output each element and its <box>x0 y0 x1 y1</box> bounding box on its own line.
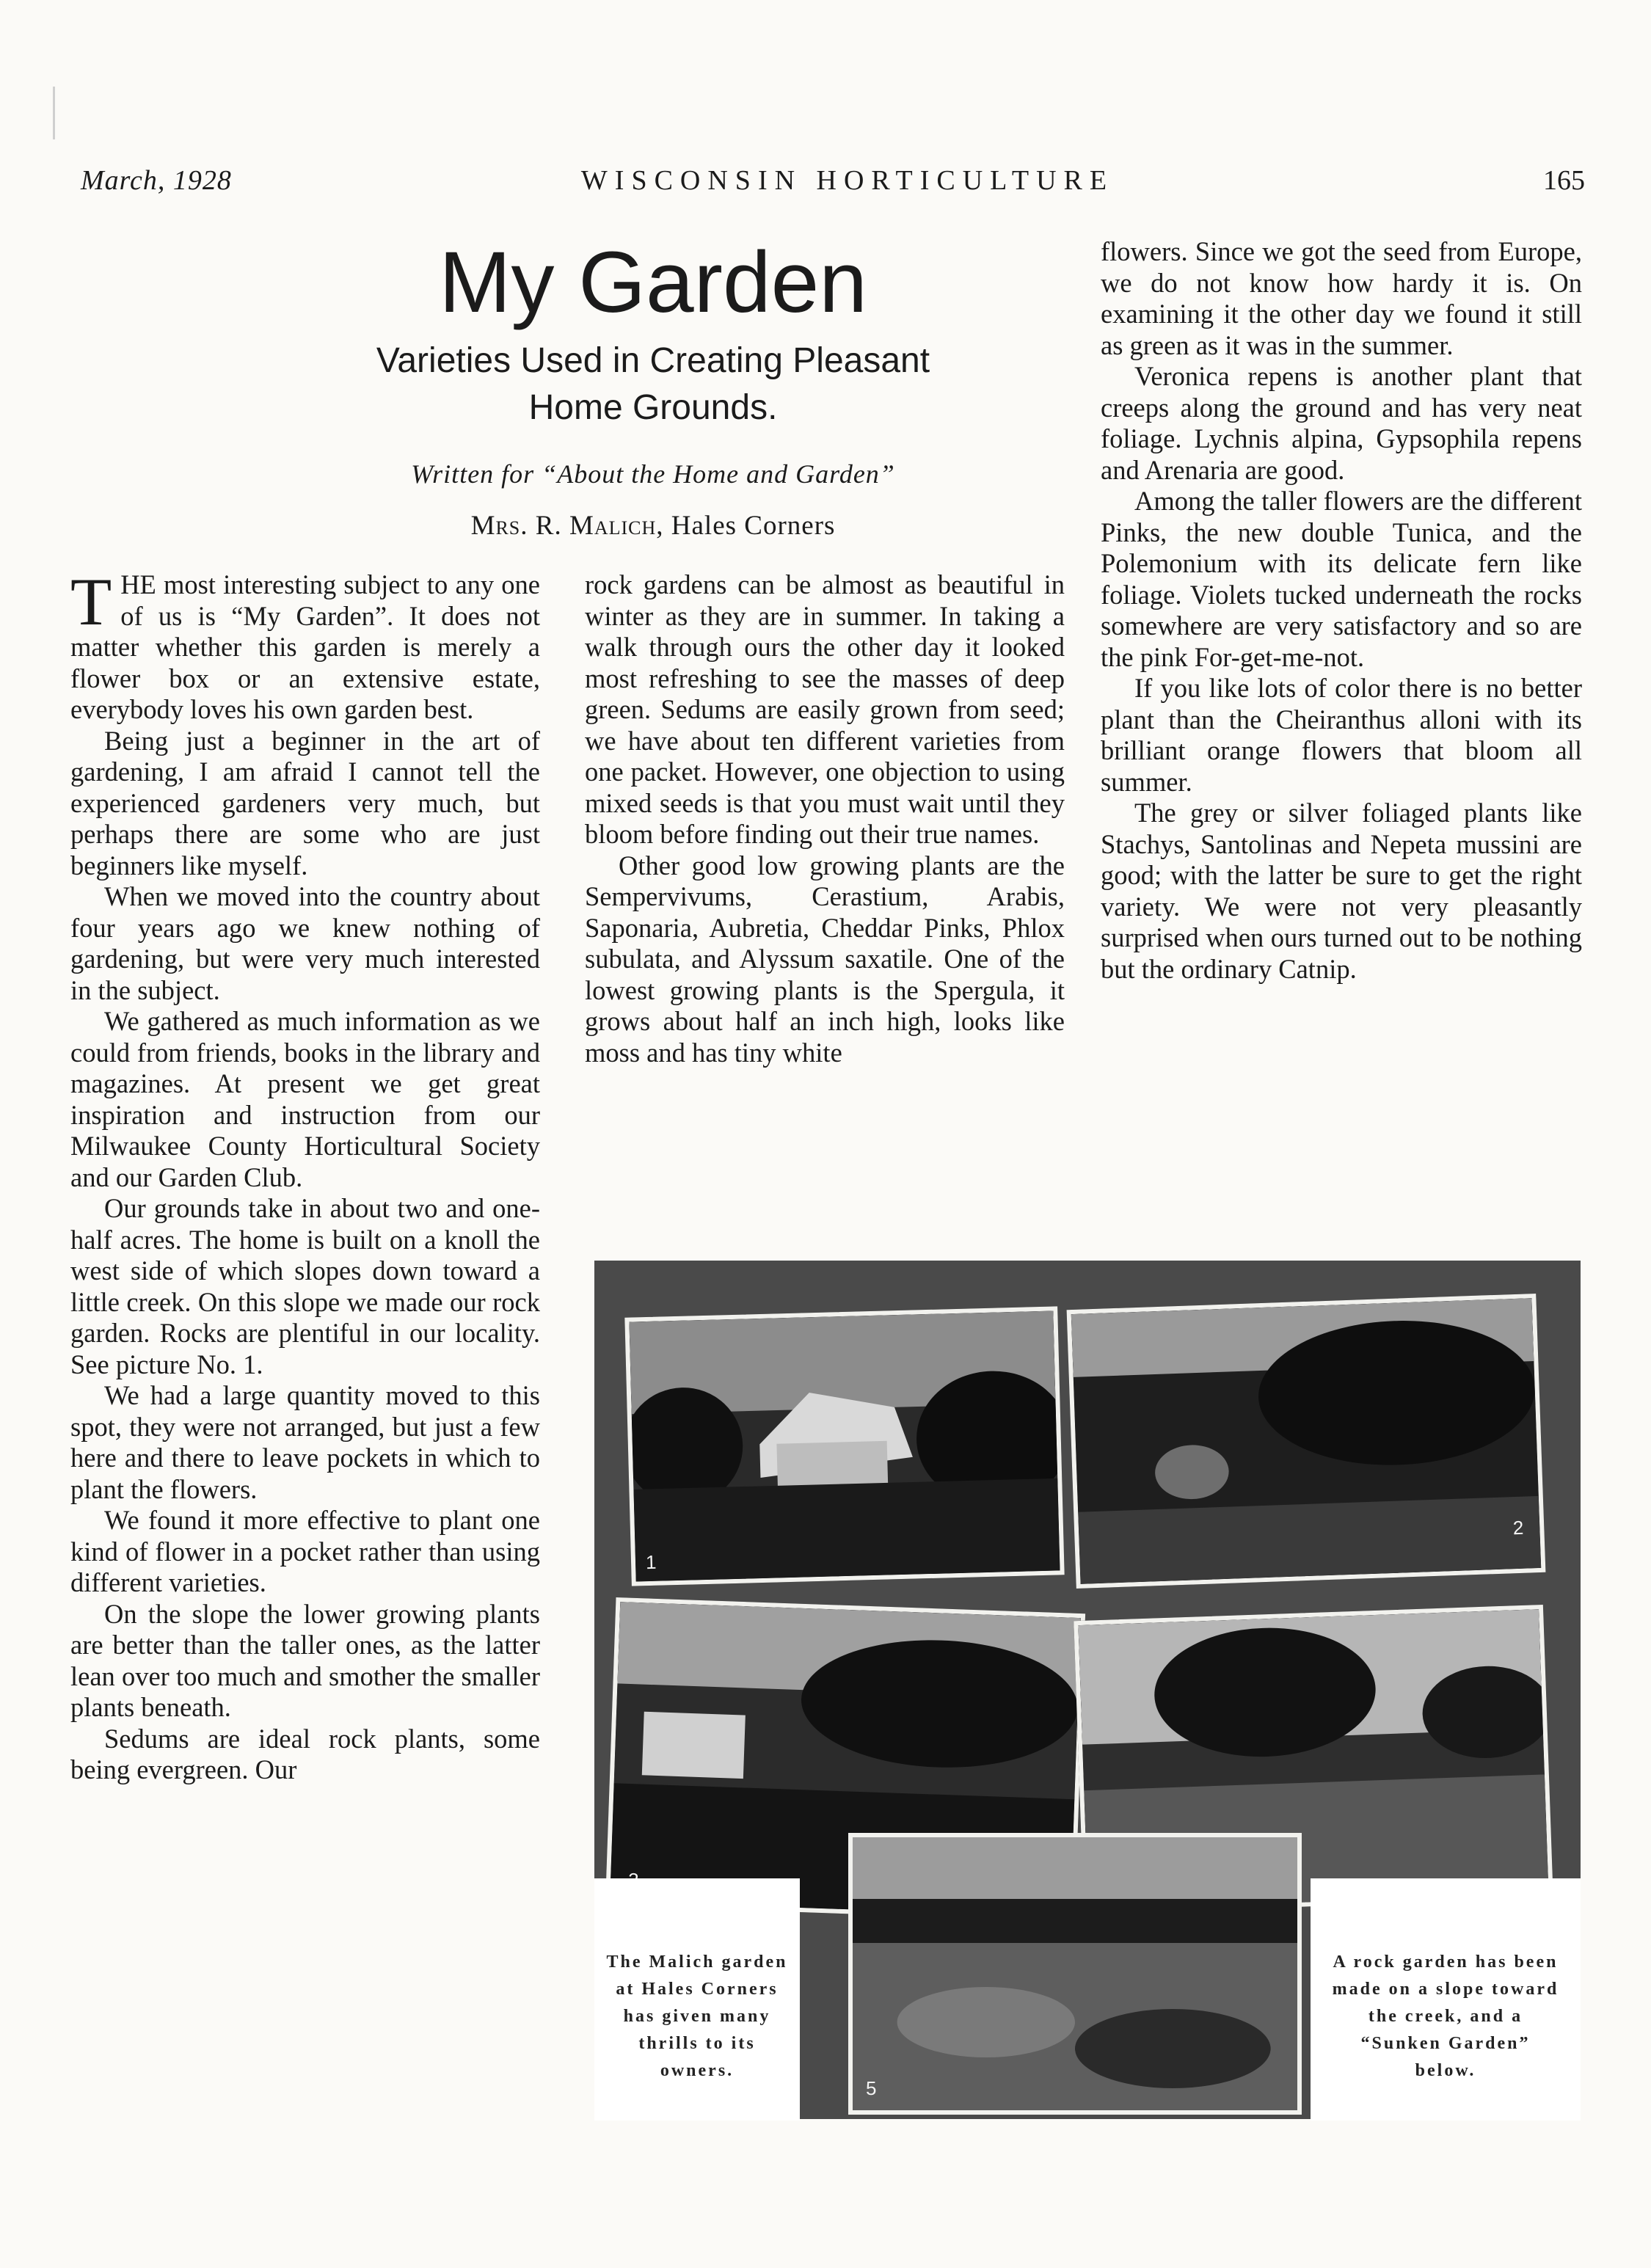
running-header <box>81 164 1585 208</box>
photo-house-on-knoll <box>624 1306 1064 1586</box>
page-number: 165 <box>1543 165 1585 196</box>
paragraph: Our grounds take in about two and one-half acres. The home is built on a knoll the west side of which slopes down toward a little creek. On this slope we made our rock garden. Rocks are plentiful in our locality. See picture No. 1. <box>70 1193 540 1379</box>
paragraph: When we moved into the country about four years ago we knew nothing of gardening, but were very much interested in the subject. <box>70 881 540 1005</box>
article-subtitle <box>220 338 1086 431</box>
paragraph: Being just a beginner in the art of gardening, I am afraid I cannot tell the experienced gardeners very much, but perhaps there are some who are just beginners like myself. <box>70 725 540 880</box>
photo-caption-right: A rock garden has been made on a slope toward the creek, and a “Sunken Garden” below. <box>1311 1878 1581 2121</box>
photo-number-1: 1 <box>645 1550 657 1574</box>
photo-number-2: 2 <box>1512 1516 1524 1539</box>
text-column-2 <box>585 569 1065 1068</box>
drop-cap: T <box>70 564 112 639</box>
photo-sunken-garden <box>848 1833 1302 2115</box>
article-title: My Garden <box>439 234 867 331</box>
text-column-3 <box>1101 236 1582 985</box>
subtitle-line-2: Home Grounds. <box>528 388 778 427</box>
paragraph <box>70 564 540 726</box>
paragraph: Among the taller flowers are the different Pinks, the new double Tunica, and the Polemonium with its delicate fern like foliage. Violets tucked underneath the rocks somewhere are very satisfactory and so are the pink For-get-me-not. <box>1101 486 1582 672</box>
paragraph: The grey or silver foliaged plants like Stachys, Santolinas and Nepeta mussini are good; with the latter be sure to get the right variety. We were not very pleasantly surprised when ours turned out to be nothing but the ordinary Catnip. <box>1101 798 1582 984</box>
author-name: Mrs. R. Malich <box>470 511 657 541</box>
author-location: , Hales Corners <box>656 511 836 541</box>
photo-number-5: 5 <box>866 2077 877 2099</box>
article-author <box>220 510 1086 542</box>
text-column-1 <box>70 564 540 1786</box>
paragraph: Sedums are ideal rock plants, some being evergreen. Our <box>70 1723 540 1784</box>
paragraph: We had a large quantity moved to this spot, they were not arranged, but just a few here and there to leave pockets in which to plant the flowers. <box>70 1380 540 1504</box>
paragraph: If you like lots of color there is no better plant than the Cheiranthus alloni with its brilliant orange flowers that bloom all summer. <box>1101 673 1582 797</box>
paragraph: Other good low growing plants are the Sempervivums, Cerastium, Arabis, Saponaria, Aubretia, Cheddar Pinks, Phlox subulata, and Alyssum saxatile. One of the lowest growing plants is the Spergula, it grows about half an inch high, looks like moss and has tiny white <box>585 850 1065 1068</box>
paragraph: On the slope the lower growing plants are better than the taller ones, as the latter lean over too much and smother the smaller plants beneath. <box>70 1598 540 1722</box>
scan-edge-mark <box>53 87 55 139</box>
paragraph: We found it more effective to plant one kind of flower in a pocket rather than using different varieties. <box>70 1505 540 1597</box>
issue-date: March, 1928 <box>81 165 232 196</box>
subtitle-line-1: Varieties Used in Creating Pleasant <box>376 341 930 380</box>
paragraph: flowers. Since we got the seed from Europe, we do not know how hardy it is. On examining it the other day we found it still as green as it was in the summer. <box>1101 236 1582 360</box>
paragraph-text: HE most interesting subject to any one of us is “My Garden”. It does not matter whether this garden is merely a flower box or an extensive estate, everybody loves his own garden best. <box>70 569 540 724</box>
paragraph: Veronica repens is another plant that creeps along the ground and has very neat foliage. Lychnis alpina, Gypsophila repens and Arenaria are good. <box>1101 361 1582 485</box>
photo-caption-left: The Malich garden at Hales Corners has given many thrills to its owners. <box>594 1878 800 2121</box>
journal-title: WISCONSIN HORTICULTURE <box>580 165 1115 196</box>
article-byline: Written for “About the Home and Garden” <box>411 459 895 489</box>
paragraph: We gathered as much information as we could from friends, books in the library and magazines. At present we get great inspiration and instruction from our Milwaukee County Horticultural Society and our Garden Club. <box>70 1006 540 1192</box>
paragraph: rock gardens can be almost as beautiful in winter as they are in summer. In taking a walk through ours the other day it looked most refreshing to see the masses of deep green. Sedums are easily grown from seed; we have about ten different varieties from one packet. However, one objection to using mixed seeds is that you must wait until they bloom before finding out their true names. <box>585 569 1065 849</box>
photo-dog-in-garden <box>1067 1294 1546 1589</box>
